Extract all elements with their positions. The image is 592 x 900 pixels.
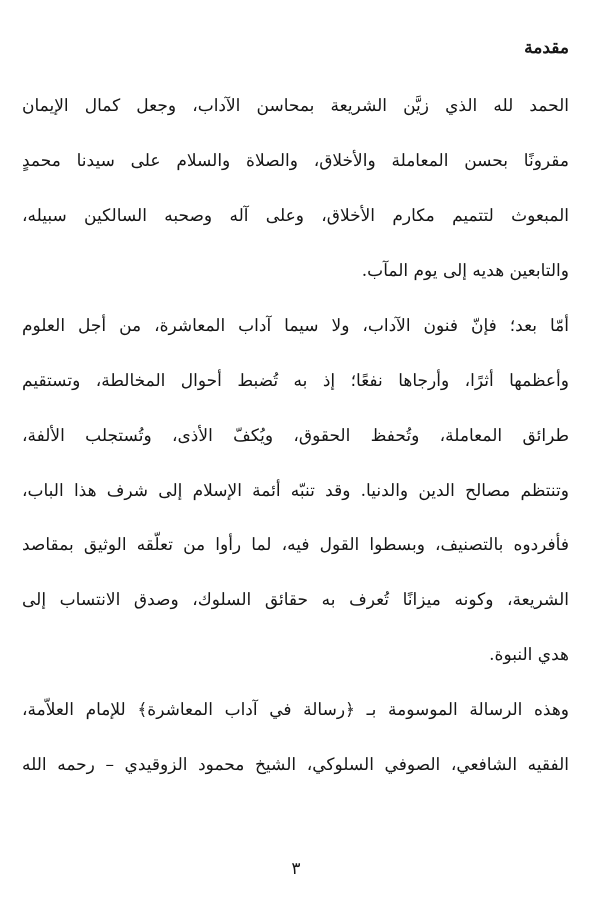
text-line: وأعظمها أثرًا، وأرجاها نفعًا؛ إذ به تُضبط أحوال المخالطة، وتستقيم — [22, 371, 569, 391]
page-number: ٣ — [291, 859, 301, 879]
text-line: وهذه الرسالة الموسومة بـ ﴿رسالة في آداب المعاشرة﴾ للإمام العلاّمة، — [22, 700, 569, 720]
text-line: هدي النبوة. — [489, 645, 569, 665]
text-line: أمّا بعد؛ فإنّ فنون الآداب، ولا سيما آداب المعاشرة، من أجل العلوم — [22, 316, 569, 336]
text-line: المبعوث لتتميم مكارم الأخلاق، وعلى آله وصحبه السالكين سبيله، — [22, 206, 569, 226]
text-line: مقرونًا بحسن المعاملة والأخلاق، والصلاة والسلام على سيدنا محمدٍ — [22, 151, 569, 171]
text-line: الشريعة، وكونه ميزانًا تُعرف به حقائق السلوك، وصدق الانتساب إلى — [22, 590, 569, 610]
text-line: فأفردوه بالتصنيف، وبسطوا القول فيه، لما رأوا من تعلّقه الوثيق بمقاصد — [22, 535, 569, 555]
text-line: طرائق المعاملة، وتُحفظ الحقوق، ويُكفّ الأذى، وتُستجلب الألفة، — [22, 426, 569, 446]
text-line: الفقيه الشافعي، الصوفي السلوكي، الشيخ محمود الزوقيدي – رحمه الله — [22, 755, 569, 775]
section-heading: مقدمة — [524, 38, 569, 58]
text-line: وتنتظم مصالح الدين والدنيا. وقد تنبّه أئمة الإسلام إلى شرف هذا الباب، — [22, 481, 569, 501]
text-line: الحمد لله الذي زيَّن الشريعة بمحاسن الآداب، وجعل كمال الإيمان — [22, 96, 569, 116]
text-line: والتابعين هديه إلى يوم المآب. — [361, 261, 569, 281]
